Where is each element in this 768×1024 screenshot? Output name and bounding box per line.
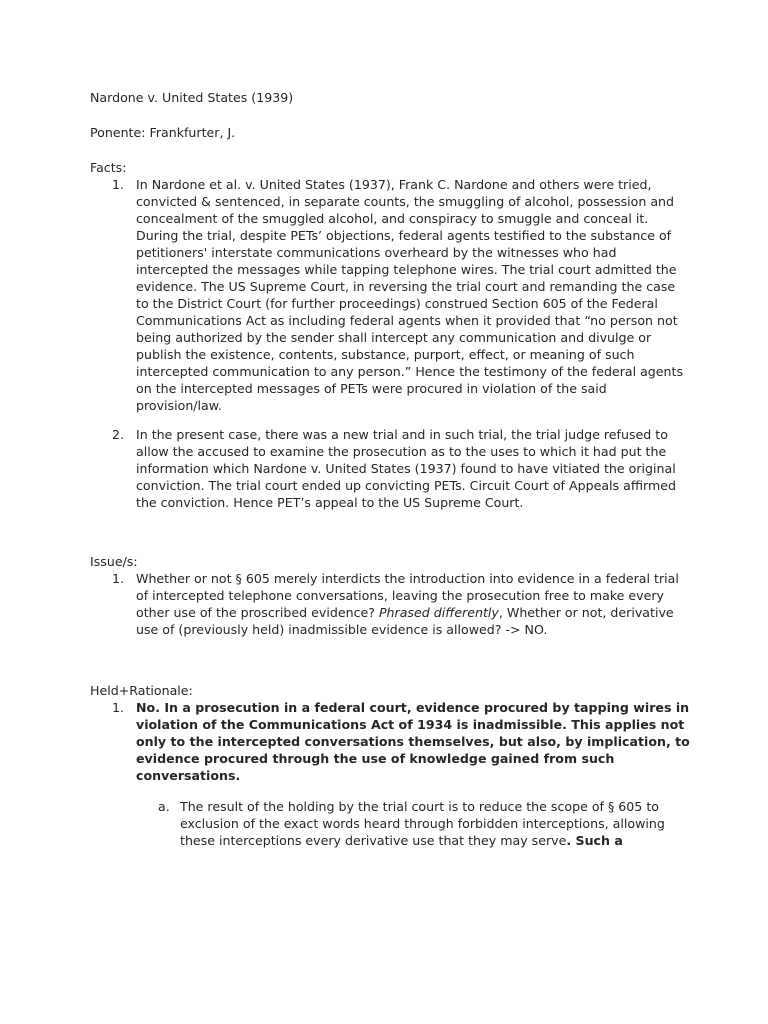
fact-text: In the present case, there was a new trial and in such trial, the trial judge refused to allow the accused to examine the prosecution as to the uses to which it had put the information which Nardone v. United States (1937) found to have vitiated the original conviction. The trial court ended up convicting PETs. Circuit Court of Appeals affirmed the conviction. Hence PET’s appeal to the US Supreme Court. xyxy=(136,427,676,510)
document-page xyxy=(90,89,690,849)
facts-list xyxy=(90,176,690,511)
facts-heading: Facts: xyxy=(90,160,127,175)
issues-heading: Issue/s: xyxy=(90,554,138,569)
issue-text-start: Whether or not § 605 merely interdicts the introduction into evidence in a federal trial of intercepted telephone conversations, leaving the prosecution free to make every other use of the proscribed evidence? xyxy=(136,571,679,620)
issues-list xyxy=(90,570,690,638)
held-heading: Held+Rationale: xyxy=(90,683,193,698)
rationale-text: The result of the holding by the trial court is to reduce the scope of § 605 to exclusion of the exact words heard through forbidden interceptions, allowing these interceptions every derivative use that they may serve xyxy=(180,799,665,848)
issue-text-italic: Phrased differently xyxy=(378,605,499,620)
sublist-item xyxy=(136,798,690,849)
rationale-sublist xyxy=(136,798,690,849)
list-item xyxy=(90,699,690,849)
held-text: No. In a prosecution in a federal court, evidence procured by tapping wires in violation of the Communications Act of 1934 is inadmissible. This applies not only to the intercepted conversations themselves, but also, by implication, to evidence procured through the use of knowledge gained from such conversations. xyxy=(136,700,690,783)
list-item xyxy=(90,426,690,511)
held-list xyxy=(90,699,690,849)
case-title: Nardone v. United States (1939) xyxy=(90,90,294,105)
list-number: 1. xyxy=(112,700,125,715)
list-number: 1. xyxy=(112,571,125,586)
list-number: 1. xyxy=(112,177,125,192)
sublist-letter: a. xyxy=(158,799,170,814)
ponente-line: Ponente: Frankfurter, J. xyxy=(90,125,236,140)
issue-text-end: , Whether or not, derivative use of (previously held) inadmissible evidence is allowed? -> NO. xyxy=(136,605,674,637)
list-item xyxy=(90,176,690,414)
list-item xyxy=(90,570,690,638)
rationale-text-bold: . Such a xyxy=(566,833,623,848)
fact-text: In Nardone et al. v. United States (1937), Frank C. Nardone and others were tried, convicted & sentenced, in separate counts, the smuggling of alcohol, possession and concealment of the smuggled alcohol, and conspiracy to smuggle and conceal it. During the trial, despite PETs’ objections, federal agents testified to the substance of petitioners' interstate communications overheard by the witnesses who had intercepted the messages while tapping telephone wires. The trial court admitted the evidence. The US Supreme Court, in reversing the trial court and remanding the case to the District Court (for further proceedings) construed Section 605 of the Federal Communications Act as including federal agents when it provided that “no person not being authorized by the sender shall intercept any communication and divulge or publish the existence, contents, substance, purport, effect, or meaning of such intercepted communication to any person.” Hence the testimony of the federal agents on the intercepted messages of PETs were procured in violation of the said provision/law. xyxy=(136,177,684,413)
list-number: 2. xyxy=(112,427,125,442)
